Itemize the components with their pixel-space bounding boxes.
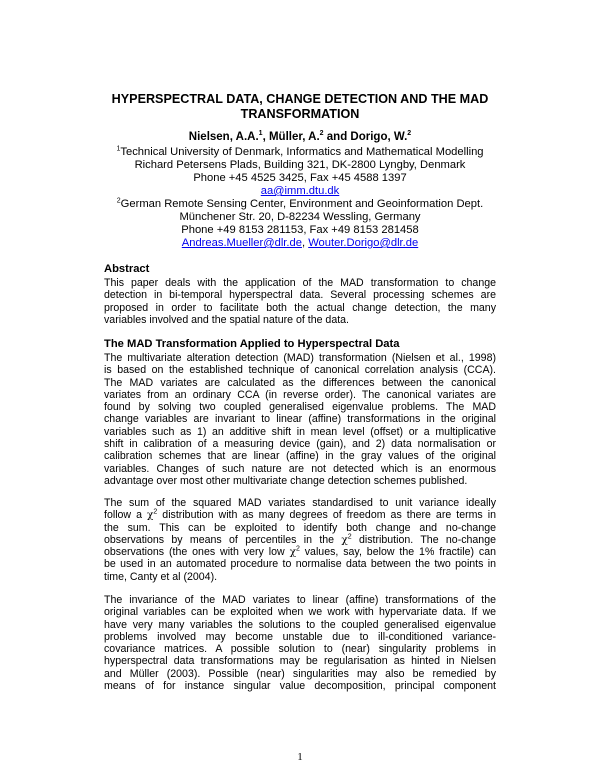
affiliation-line: Richard Petersens Plads, Building 321, DK-2800 Lyngby, Denmark	[134, 159, 466, 171]
text-line: variables involved and the spatial nature of the data.	[104, 313, 349, 326]
text-line: change variables are invariant to linear (affine) transformations in the original	[104, 413, 496, 426]
chi-symbol: χ	[289, 546, 296, 559]
text-line: proposed in order to facilitate both the actual change detection, the many	[104, 301, 496, 314]
text-line: The sum of the squared MAD variates standardised to unit variance ideally	[104, 497, 496, 509]
affiliation-2	[80, 198, 520, 250]
text-line: is based on the established technique of canonical correlation analysis (CCA).	[104, 364, 496, 377]
email-link[interactable]: aa@imm.dtu.dk	[260, 185, 340, 197]
superscript: 2	[347, 533, 352, 541]
paragraph	[104, 497, 496, 583]
author-name: Nielsen, A.A.	[188, 131, 259, 143]
text-line	[104, 534, 496, 546]
text-line: advantage over most other multivariate change detection schemes published.	[104, 474, 468, 487]
text-line: The invariance of the MAD variates to linear (affine) transformations of the	[104, 594, 496, 606]
abstract-heading: Abstract	[104, 263, 150, 275]
text-line: variables. Changes of such nature are not detected which is an enormous	[104, 462, 496, 475]
text-line: original variables can be exploited when we work with hypervariate data. If we	[104, 606, 496, 619]
chi-symbol: χ	[341, 533, 348, 546]
affiliation-line: Phone +45 4525 3425, Fax +45 4588 1397	[193, 172, 407, 184]
text-line: covariance matrices. A possible solution to (near) singularity problems in	[104, 643, 496, 656]
affiliation-mark: 2	[116, 197, 121, 205]
abstract-paragraph	[104, 277, 496, 326]
text-segment: values, say, below the 1% fractile) can	[299, 546, 497, 559]
affiliation-mark: 1	[116, 145, 121, 153]
text-line: shift in calibration of a measuring device (gain), and 2) data normalisation or	[104, 438, 496, 451]
text-line: variables such as 1) an additive shift in mean level (offset) or a multiplicative	[104, 425, 496, 438]
text-line	[104, 546, 496, 558]
affiliation-line: Phone +49 8153 281153, Fax +49 8153 281458	[181, 224, 419, 236]
author-affiliation-mark: 2	[319, 130, 324, 138]
section-heading: The MAD Transformation Applied to Hyperspectral Data	[104, 338, 400, 350]
text-segment: observations by means of percentiles in the	[104, 533, 342, 546]
text-segment: observations (the ones with very low	[104, 546, 290, 559]
text-line: The multivariate alteration detection (MAD) transformation (Nielsen et al., 1998)	[104, 352, 496, 364]
text-line: hyperspectral data transformations may be regularisation as hinted in Nielsen	[104, 655, 496, 668]
superscript: 2	[295, 545, 300, 553]
author-name: and Dorigo, W.	[323, 131, 408, 143]
text-line: and Müller (2003). Possible (near) singularities may also be remedied by	[104, 667, 496, 680]
affiliation-line: Münchener Str. 20, D-82234 Wessling, Germany	[179, 211, 421, 223]
text-line: found by solving two coupled generalised eigenvalue problems. The MAD	[104, 401, 496, 414]
affiliation-line: German Remote Sensing Center, Environment and Geoinformation Dept.	[120, 198, 484, 210]
title-line: HYPERSPECTRAL DATA, CHANGE DETECTION AND THE MAD	[111, 92, 489, 106]
text-line: detection in bi-temporal hyperspectral data. Several processing schemes are	[104, 289, 496, 302]
text-line: be used in an automated procedure to normalise data between the two points in	[104, 558, 496, 571]
text-line: This paper deals with the application of the MAD transformation to change	[104, 277, 496, 289]
paragraph	[104, 352, 496, 487]
superscript: 2	[153, 508, 158, 516]
text-line	[104, 509, 496, 521]
text-line: calibration schemes that are linear (affine) in the gray values of the original	[104, 450, 496, 463]
page-number: 1	[297, 751, 303, 763]
email-separator: ,	[301, 237, 309, 249]
chi-symbol: χ	[147, 509, 154, 522]
author-affiliation-mark: 2	[407, 130, 412, 138]
paragraph	[104, 594, 496, 692]
text-line: the sum. This can be exploited to identify both change and no-change	[104, 521, 496, 534]
text-segment: distribution with as many degrees of freedom as there are terms in	[157, 509, 496, 522]
email-link[interactable]: Andreas.Mueller@dlr.de	[181, 237, 302, 249]
text-line: problems involved may become unstable due to ill-conditioned variance-	[104, 630, 496, 643]
text-line: variates from an ordinary CCA (in reverse order). The canonical variates are	[104, 388, 496, 401]
text-segment: distribution. The no-change	[351, 533, 496, 546]
text-line: have very many variables the solutions to the coupled generalised eigenvalue	[104, 618, 496, 631]
author-affiliation-mark: 1	[258, 130, 263, 138]
text-line: time, Canty et al (2004).	[104, 570, 218, 583]
affiliation-1	[80, 146, 520, 198]
paper-title	[90, 92, 510, 122]
title-line: TRANSFORMATION	[240, 107, 360, 121]
affiliation-line: Technical University of Denmark, Informatics and Mathematical Modelling	[120, 146, 484, 158]
author-name: , Müller, A.	[262, 131, 320, 143]
author-list	[80, 131, 520, 144]
text-line: The MAD variates are calculated as the differences between the canonical	[104, 376, 496, 389]
email-link[interactable]: Wouter.Dorigo@dlr.de	[308, 237, 419, 249]
text-line: means of for instance singular value decomposition, principal component	[104, 680, 496, 693]
text-segment: follow a	[104, 509, 148, 522]
